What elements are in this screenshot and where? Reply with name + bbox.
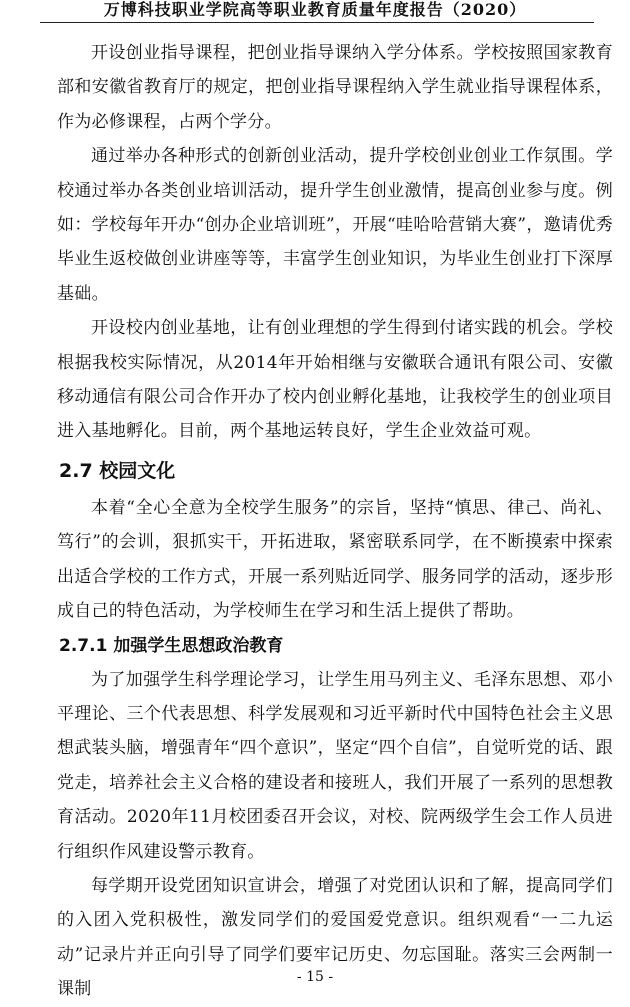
paragraph-incubation-base: 开设校内创业基地，让有创业理想的学生得到付诸实践的机会。学校根据我校实际情况，从2014年开始相继与安徽联合通讯有限公司、安徽移动通信有限公司合作开办了校内创业孵化基地，让我校学生的创业项目进入基地孵化。目前，两个基地运转良好，学生企业效益可观。 bbox=[57, 318, 613, 442]
subsection-heading-political-education: 2.7.1 加强学生思想政治教育 bbox=[59, 635, 284, 656]
body-content bbox=[57, 36, 613, 1007]
paragraph-party-knowledge: 每学期开设党团知识宣讲会，增强了对党团认识和了解，提高同学们的入团入党积极性，激发同学们的爱国爱党意识。组织观看“一二九运动”记录片并正向引导了同学们要牢记历史、勿忘国耻。落实三会两制一课制 bbox=[57, 875, 613, 1000]
paragraph-campus-culture: 本着“全心全意为全校学生服务”的宗旨，坚持“慎思、律己、尚礼、笃行”的会训，狠抓实干，开拓进取，紧密联系同学，在不断摸索中探索出适合学校的工作方式，开展一系列贴近同学、服务同学的活动，逐步形成自己的特色活动，为学校师生在学习和生活上提供了帮助。 bbox=[57, 497, 613, 622]
header-divider bbox=[40, 22, 594, 23]
paragraph-innovation-activities: 通过举办各种形式的创新创业活动，提升学校创业创业工作氛围。学校通过举办各类创业培训活动，提升学生创业激情，提高创业参与度。例如：学校每年开办“创办企业培训班”，开展“哇哈哈营销大赛”，邀请优秀毕业生返校做创业讲座等等，丰富学生创业知识，为毕业生创业打下深厚基础。 bbox=[57, 146, 613, 304]
paragraph-entrepreneurship-course: 开设创业指导课程，把创业指导课纳入学分体系。学校按照国家教育部和安徽省教育厅的规定，把创业指导课程纳入学生就业指导课程体系，作为必修课程，占两个学分。 bbox=[57, 43, 613, 132]
running-header: 万博科技职业学院高等职业教育质量年度报告（2020） bbox=[103, 0, 527, 19]
paragraph-theory-study: 为了加强学生科学理论学习，让学生用马列主义、毛泽东思想、邓小平理论、三个代表思想、科学发展观和习近平新时代中国特色社会主义思想武装头脑，增强青年“四个意识”，坚定“四个自信”，自觉听党的话、跟党走，培养社会主义合格的建设者和接班人，我们开展了一系列的思想教育活动。2020年11月校团委召开会议，对校、院两级学生会工作人员进行组织作风建设警示教育。 bbox=[57, 669, 613, 862]
section-heading-campus-culture: 2.7 校园文化 bbox=[59, 459, 176, 482]
page-number: - 15 - bbox=[296, 969, 334, 985]
